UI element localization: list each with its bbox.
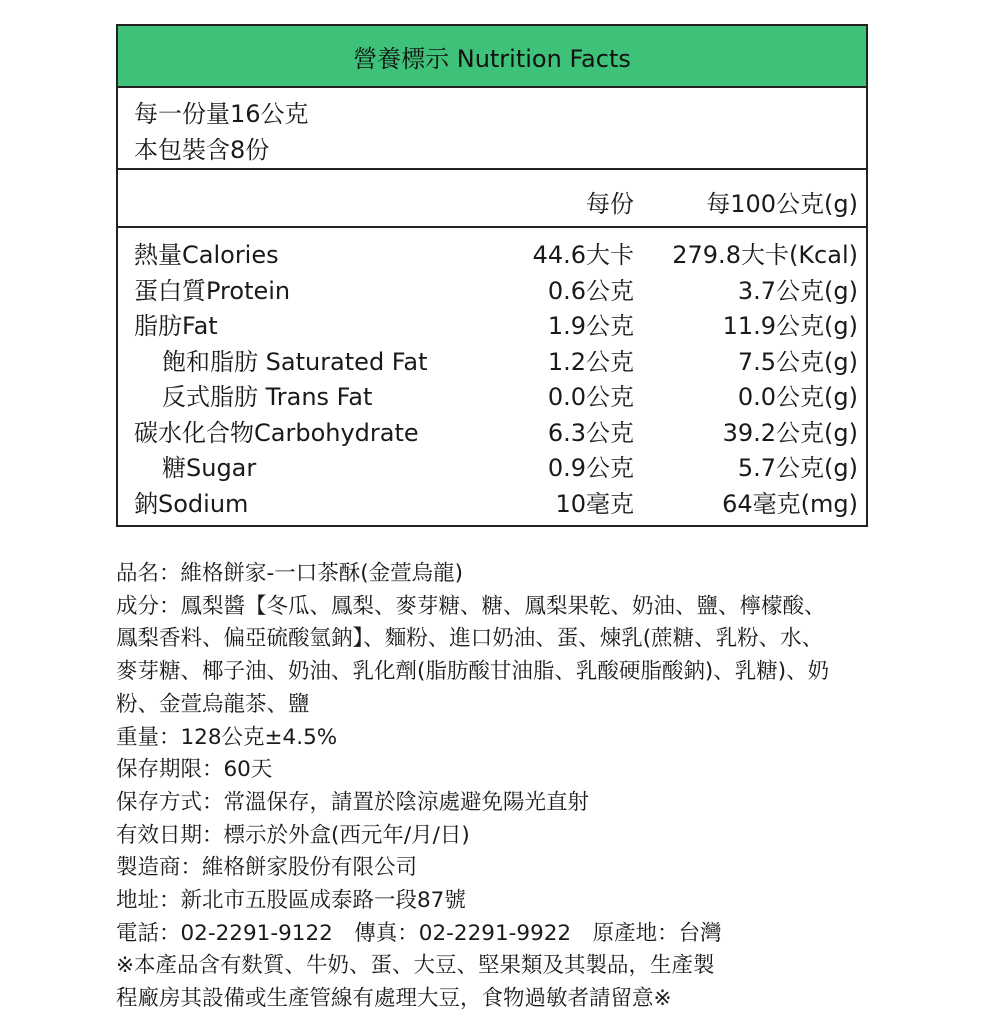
nutrient-label: 糖Sugar <box>162 454 257 482</box>
per-100g-value: 5.7公克(g) <box>737 454 858 482</box>
nutrient-label: 蛋白質Protein <box>134 276 291 305</box>
per-serving-value: 1.9公克 <box>547 312 634 340</box>
product-info <box>116 558 876 1016</box>
nutrient-label: 飽和脂肪 Saturated Fat <box>162 347 428 376</box>
nutrient-label: 熱量Calories <box>134 241 279 269</box>
manufacturer-line: 製造商：維格餅家股份有限公司 <box>116 855 418 881</box>
ingredients-line: 成分：鳳梨醬【冬瓜、鳳梨、麥芽糖、糖、鳳梨果乾、奶油、鹽、檸檬酸、 <box>116 593 826 619</box>
nutrient-rows <box>118 228 866 522</box>
col-per-serving-header: 每份 <box>586 190 634 218</box>
nutrient-row-calories <box>118 238 866 274</box>
shelf-life-line: 保存期限：60天 <box>116 757 273 783</box>
per-serving-value: 0.0公克 <box>547 383 634 411</box>
per-serving-value: 1.2公克 <box>547 347 634 376</box>
nutrient-label: 鈉Sodium <box>134 489 249 518</box>
per-100g-value: 64毫克(mg) <box>722 489 858 518</box>
ingredients-line: 粉、金萱烏龍茶、鹽 <box>116 691 310 717</box>
per-100g-value: 11.9公克(g) <box>722 312 858 340</box>
address-line: 地址：新北市五股區成泰路一段87號 <box>116 888 466 914</box>
expiry-line: 有效日期：標示於外盒(西元年/月/日) <box>116 822 470 848</box>
nutrient-row-sugar <box>118 451 866 487</box>
storage-line: 保存方式：常溫保存，請置於陰涼處避免陽光直射 <box>116 789 590 815</box>
per-100g-value: 7.5公克(g) <box>737 347 858 376</box>
per-100g-value: 39.2公克(g) <box>722 418 858 447</box>
nutrient-row-carbohydrate <box>118 416 866 452</box>
nutrition-facts-table <box>116 24 868 527</box>
col-per-100g-header: 每100公克(g) <box>706 190 858 218</box>
nutrient-row-saturated-fat <box>118 345 866 381</box>
per-100g-value: 279.8大卡(Kcal) <box>672 241 858 269</box>
nutrient-row-fat <box>118 309 866 345</box>
ingredients-line: 麥芽糖、椰子油、奶油、乳化劑(脂肪酸甘油脂、乳酸硬脂酸鈉)、乳糖)、奶 <box>116 659 830 685</box>
serving-info <box>118 88 866 170</box>
nutrient-label: 反式脂肪 Trans Fat <box>162 383 373 411</box>
allergen-warning-line: 程廠房其設備或生產管線有處理大豆，食物過敏者請留意※ <box>116 986 672 1012</box>
contact-line: 電話：02-2291-9122 傳真：02-2291-9922 原產地：台灣 <box>116 920 722 946</box>
per-100g-value: 3.7公克(g) <box>737 276 858 305</box>
servings-per-package: 本包裝含8份 <box>134 136 270 164</box>
per-serving-value: 0.6公克 <box>547 276 634 305</box>
ingredients-line: 鳳梨香料、偏亞硫酸氫鈉】、麵粉、進口奶油、蛋、煉乳(蔗糖、乳粉、水、 <box>116 626 824 652</box>
per-serving-value: 44.6大卡 <box>532 241 634 269</box>
nutrition-title: 營養標示 Nutrition Facts <box>118 26 866 88</box>
serving-size: 每一份量16公克 <box>134 100 309 128</box>
nutrient-row-protein <box>118 274 866 310</box>
per-serving-value: 10毫克 <box>555 489 634 518</box>
per-serving-value: 0.9公克 <box>547 454 634 482</box>
nutrient-label: 碳水化合物Carbohydrate <box>134 418 419 447</box>
weight-line: 重量：128公克±4.5% <box>116 724 338 750</box>
product-name-line: 品名：維格餅家-一口茶酥(金萱烏龍) <box>116 561 464 586</box>
per-serving-value: 6.3公克 <box>547 418 634 447</box>
nutrient-label: 脂肪Fat <box>134 312 218 340</box>
allergen-warning-line: ※本產品含有麩質、牛奶、蛋、大豆、堅果類及其製品，生產製 <box>116 953 715 979</box>
per-100g-value: 0.0公克(g) <box>737 383 858 411</box>
nutrient-row-trans-fat <box>118 380 866 416</box>
column-headers <box>118 170 866 228</box>
nutrient-row-sodium <box>118 487 866 523</box>
